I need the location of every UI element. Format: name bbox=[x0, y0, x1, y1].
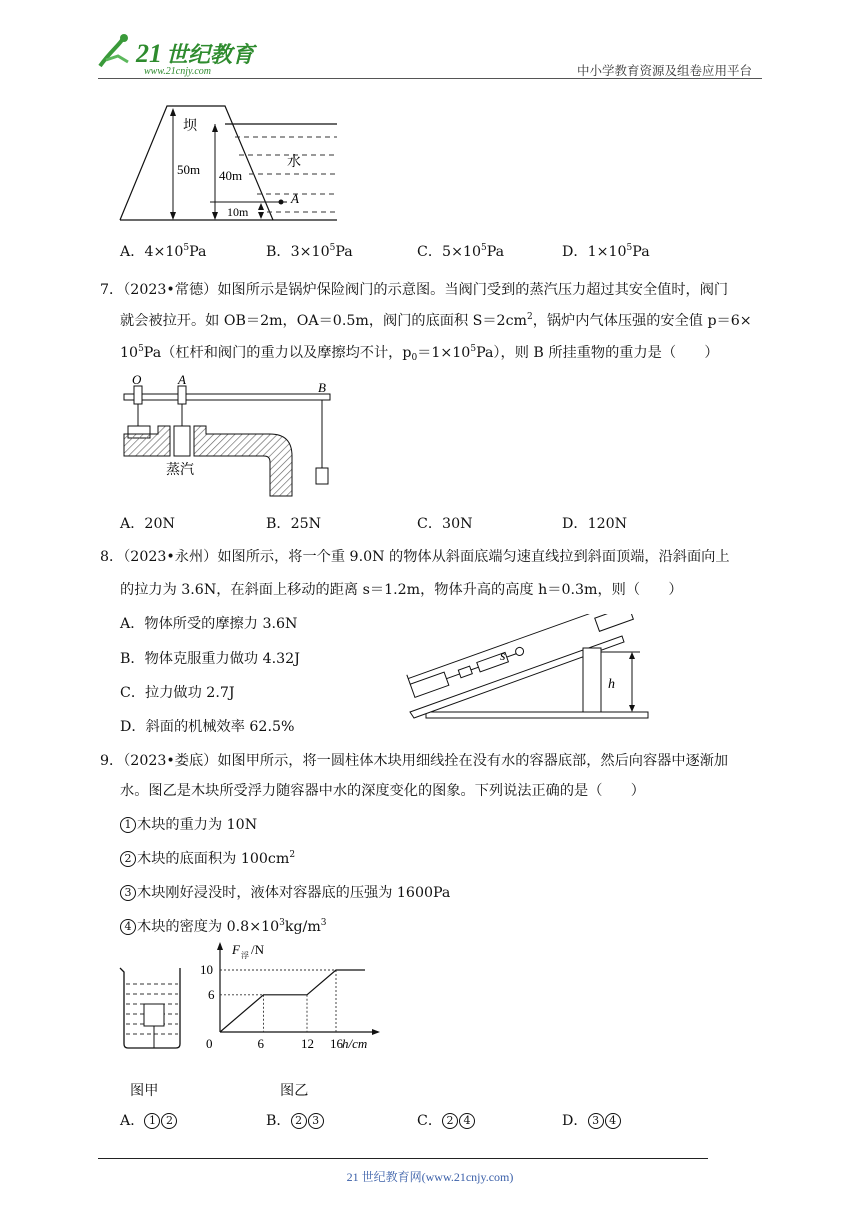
point-b-label: B bbox=[318, 380, 326, 395]
q9-option-c[interactable]: C． 2 4 bbox=[417, 1110, 476, 1130]
header-divider bbox=[98, 78, 762, 79]
x-tick-label: 6 bbox=[257, 1036, 264, 1050]
q9-statement-2: 2 木块的底面积为 $100cm^2$ bbox=[120, 849, 295, 869]
dam-figure bbox=[115, 102, 345, 226]
height-50-label: 50m bbox=[177, 162, 201, 177]
buoyancy-chart bbox=[196, 938, 392, 1050]
fig-yi-caption: 图乙 bbox=[280, 1083, 309, 1099]
x-tick-label: 16 bbox=[330, 1036, 343, 1050]
point-a-label-q7: A bbox=[178, 372, 186, 387]
q9-line-1: 9．（2023•娄底）如图甲所示，将一圆柱体木块用细线拴在没有水的容器底部，然后向容器中逐渐加 bbox=[100, 753, 729, 769]
steam-label: 蒸汽 bbox=[166, 463, 194, 478]
xlabel: h/cm bbox=[342, 1036, 368, 1050]
logo-url: www.21cnjy.com bbox=[144, 66, 212, 77]
height-40-label: 40m bbox=[219, 168, 243, 183]
q9-statement-1: 1 木块的重力为 10N bbox=[120, 815, 257, 835]
footer-divider bbox=[98, 1158, 708, 1159]
logo-number: 21 bbox=[136, 39, 162, 68]
incline-figure bbox=[400, 614, 652, 724]
site-logo bbox=[92, 32, 262, 82]
point-a-label: A bbox=[291, 191, 299, 206]
q6-option-d[interactable]: D．$1\times 10^5Pa$ bbox=[562, 243, 650, 260]
q9-option-a[interactable]: A． 1 2 bbox=[120, 1110, 178, 1130]
q9-option-b[interactable]: B． 2 3 bbox=[266, 1110, 325, 1130]
x-tick-label: 0 bbox=[206, 1036, 213, 1050]
q8-line-2: 的拉力为 3.6N，在斜面上移动的距离 s＝1.2m，物体升高的高度 h＝0.3m，则（ ） bbox=[120, 582, 683, 598]
q7-option-b[interactable]: B．25N bbox=[266, 516, 322, 532]
platform-name: 中小学教育资源及组卷应用平台 bbox=[576, 63, 752, 78]
ylabel-f: F bbox=[232, 942, 240, 957]
q8-option-a[interactable]: A．物体所受的摩擦力 3.6N bbox=[120, 616, 298, 632]
q9-statement-3: 3 木块刚好浸没时，液体对容器底的压强为 1600Pa bbox=[120, 883, 450, 903]
q9-line-2: 水。图乙是木块所受浮力随容器中水的深度变化的图象。下列说法正确的是（ ） bbox=[120, 783, 645, 799]
q9-statement-4: 4 木块的密度为 $0.8\times 10^3kg/m^3$ bbox=[120, 917, 327, 937]
q8-option-b[interactable]: B．物体克服重力做功 4.32J bbox=[120, 651, 300, 667]
ylabel-sub: 浮 bbox=[241, 951, 249, 960]
distance-s-label: s bbox=[500, 649, 506, 664]
q7-option-c[interactable]: C．30N bbox=[417, 516, 473, 532]
q6-option-b[interactable]: B．$3\times 10^5Pa$ bbox=[266, 243, 353, 260]
series-line bbox=[220, 970, 365, 1032]
q7-line-3: $10^5Pa$（杠杆和阀门的重力以及摩擦均不计，$p_0=1\times 10^5Pa$），则 B 所挂重物的重力是（ ） bbox=[120, 344, 719, 363]
y-tick-label: 10 bbox=[200, 962, 213, 977]
q8-option-c[interactable]: C．拉力做功 2.7J bbox=[120, 685, 235, 701]
beaker-figure bbox=[116, 964, 188, 1052]
height-10-label: 10m bbox=[227, 205, 249, 219]
fig-jia-caption: 图甲 bbox=[130, 1083, 159, 1099]
valve-figure bbox=[120, 372, 340, 500]
q6-option-a[interactable]: A．$4\times 10^5Pa$ bbox=[120, 243, 207, 260]
footer-text[interactable]: 21 世纪教育网(www.21cnjy.com) bbox=[346, 1170, 514, 1184]
q7-option-a[interactable]: A．20N bbox=[120, 516, 175, 532]
water-label: 水 bbox=[287, 155, 301, 170]
logo-text: 世纪教育 bbox=[166, 42, 255, 67]
height-h-label: h bbox=[608, 677, 615, 692]
x-tick-label: 12 bbox=[301, 1036, 314, 1050]
q8-line-1: 8．（2023•永州）如图所示，将一个重 9.0N 的物体从斜面底端匀速直线拉到斜面顶端，沿斜面向上 bbox=[100, 549, 730, 565]
q7-line-2: 就会被拉开。如 OB＝2m，OA＝0.5m，阀门的底面积 $S=2cm^2$，锅炉内气体压强的安全值 p＝6× bbox=[120, 312, 752, 329]
q7-line-1: 7．（2023•常德）如图所示是锅炉保险阀门的示意图。当阀门受到的蒸汽压力超过其安全值时，阀门 bbox=[100, 282, 729, 298]
q8-option-d[interactable]: D．斜面的机械效率 62.5% bbox=[120, 719, 295, 735]
point-o-label: O bbox=[132, 372, 142, 387]
q6-option-c[interactable]: C．$5\times 10^5Pa$ bbox=[417, 243, 505, 260]
y-tick-label: 6 bbox=[208, 986, 215, 1002]
q7-option-d[interactable]: D．120N bbox=[562, 516, 628, 532]
ylabel-unit: /N bbox=[251, 942, 264, 957]
q9-option-d[interactable]: D． 3 4 bbox=[562, 1110, 622, 1130]
dam-label: 坝 bbox=[183, 119, 197, 134]
